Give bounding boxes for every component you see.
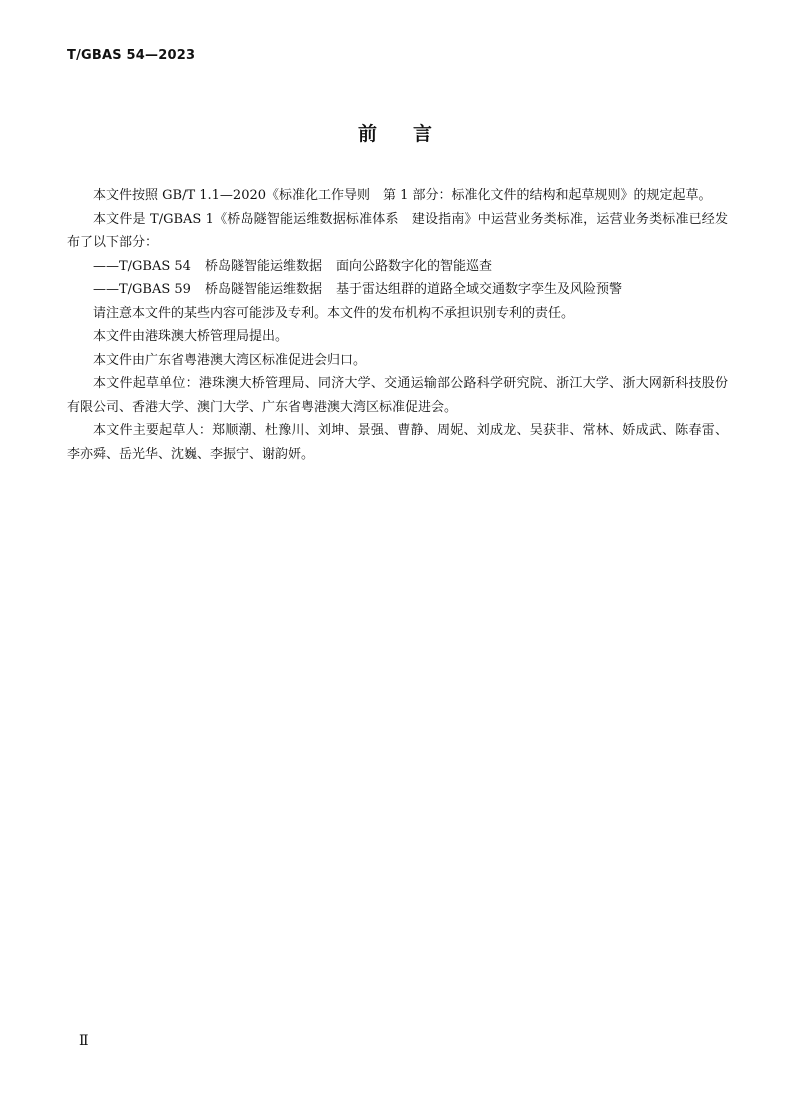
document-body	[67, 184, 728, 466]
paragraph-patent-notice: 请注意本文件的某些内容可能涉及专利。本文件的发布机构不承担识别专利的责任。	[93, 305, 575, 321]
part-name-sub: 基于雷达组群的道路全域交通数字孪生及风险预警	[335, 282, 622, 297]
page-title: 前言	[357, 123, 468, 145]
part-name-main: 桥岛隧智能运维数据	[204, 282, 322, 297]
part-code: ——T/GBAS 59	[93, 282, 191, 297]
paragraph-drafting-rules: 本文件按照 GB/T 1.1—2020《标准化工作导则 第 1 部分：标准化文件的结构和起草规则》的规定起草。	[93, 188, 712, 203]
part-name-sub: 面向公路数字化的智能巡查	[335, 258, 492, 274]
part-code: ——T/GBAS 54	[93, 258, 191, 274]
paragraph-standard-series: 本文件是 T/GBAS 1《桥岛隧智能运维数据标准体系 建设指南》中运营业务类标准，运营业务类标准已经发布了以下部分：	[67, 211, 728, 250]
paragraph-drafting-units: 本文件起草单位：港珠澳大桥管理局、同济大学、交通运输部公路科学研究院、浙江大学、浙大网新科技股份有限公司、香港大学、澳门大学、广东省粤港澳大湾区标准促进会。	[67, 376, 728, 415]
part-name-main: 桥岛隧智能运维数据	[204, 258, 322, 274]
paragraph-centralized-by: 本文件由广东省粤港澳大湾区标准促进会归口。	[93, 352, 367, 368]
page-number: Ⅱ	[79, 1033, 89, 1049]
paragraph-proposer: 本文件由港珠澳大桥管理局提出。	[93, 329, 289, 344]
list-item-part	[67, 278, 728, 302]
paragraph-drafters: 本文件主要起草人：郑顺潮、杜豫川、刘坤、景强、曹静、周妮、刘成龙、吴获非、常林、娇成武、陈春雷、李亦舜、岳光华、沈巍、李振宁、谢韵妍。	[67, 423, 728, 462]
document-code: T/GBAS 54—2023	[67, 48, 196, 63]
list-item-part	[67, 255, 728, 279]
